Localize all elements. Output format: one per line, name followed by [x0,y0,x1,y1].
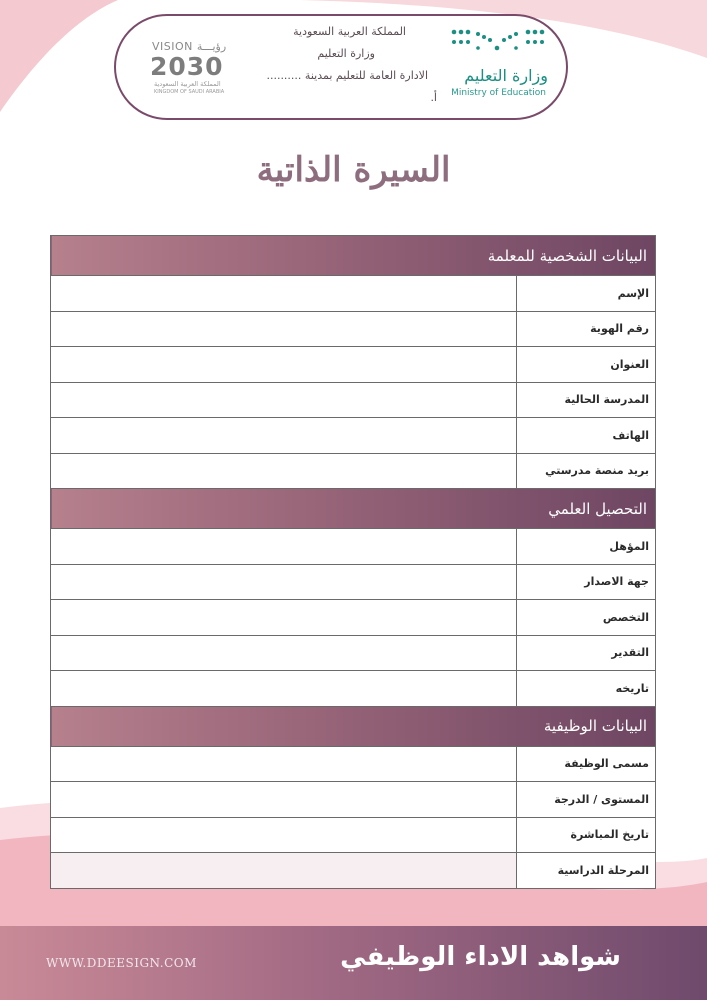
footer-title: شواهد الاداء الوظيفي [340,942,621,972]
table-row [51,671,656,707]
field-label: جهة الاصدار [517,564,656,600]
table-row [51,347,656,383]
table-row [51,746,656,782]
table-row [51,418,656,454]
table-row [51,453,656,489]
field-value-grade[interactable] [51,635,517,671]
table-row [51,635,656,671]
field-label: العنوان [517,347,656,383]
field-value-current-school[interactable] [51,382,517,418]
field-label: الإسم [517,276,656,312]
page-title: السيرة الذاتية [256,150,451,190]
field-label: المستوى / الدرجة [517,782,656,818]
kingdom-name: المملكة العربية السعودية [293,25,406,38]
table-row [51,382,656,418]
field-value-id-number[interactable] [51,311,517,347]
field-value-madrasati-email[interactable] [51,453,517,489]
table-row [51,782,656,818]
table-row [51,817,656,853]
footer-bar [0,926,707,1000]
section-header [51,236,656,276]
moe-logo-arabic: وزارة التعليم [464,66,548,85]
vision-year: 2030 [150,52,224,81]
section-heading-personal: البيانات الشخصية للمعلمة [51,236,656,276]
field-value-phone[interactable] [51,418,517,454]
table-row [51,529,656,565]
table-row [51,600,656,636]
vision-label: VISION رؤيـــة [152,40,227,53]
moe-dots-icon [448,26,548,54]
field-label: تاريخ المباشرة [517,817,656,853]
field-value-start-date[interactable] [51,817,517,853]
table-row [51,853,656,889]
website-link[interactable]: WWW.DDEESIGN.COM [46,956,197,970]
vision-subtitle-ar: المملكة العربية السعودية [154,80,221,88]
field-value-issuer[interactable] [51,564,517,600]
section-header [51,706,656,746]
field-label: تاريخه [517,671,656,707]
table-row [51,276,656,312]
ministry-name: وزارة التعليم [317,47,375,60]
vision-subtitle-en: KINGDOM OF SAUDI ARABIA [154,89,225,95]
field-label: المدرسة الحالية [517,382,656,418]
section-header [51,489,656,529]
field-value-level-rank[interactable] [51,782,517,818]
field-label: التقدير [517,635,656,671]
field-value-school-stage[interactable] [51,853,517,889]
cv-table [50,235,656,889]
field-label: التخصص [517,600,656,636]
ministry-of-education-logo [446,26,550,102]
field-value-name[interactable] [51,276,517,312]
directorate-name: الادارة العامة للتعليم بمدينة .......... [266,69,428,82]
field-label: مسمى الوظيفة [517,746,656,782]
field-label: المرحلة الدراسية [517,853,656,889]
field-value-address[interactable] [51,347,517,383]
field-label: رقم الهوية [517,311,656,347]
teacher-prefix: أ. [430,91,437,104]
field-label: المؤهل [517,529,656,565]
field-value-specialization[interactable] [51,600,517,636]
table-row [51,564,656,600]
field-value-date[interactable] [51,671,517,707]
section-heading-employment: البيانات الوظيفية [51,706,656,746]
field-label: الهاتف [517,418,656,454]
field-value-qualification[interactable] [51,529,517,565]
section-heading-education: التحصيل العلمي [51,489,656,529]
table-row [51,311,656,347]
vision-2030-logo [148,38,240,100]
field-value-job-title[interactable] [51,746,517,782]
moe-logo-english: Ministry of Education [451,88,546,98]
field-label: بريد منصة مدرستي [517,453,656,489]
